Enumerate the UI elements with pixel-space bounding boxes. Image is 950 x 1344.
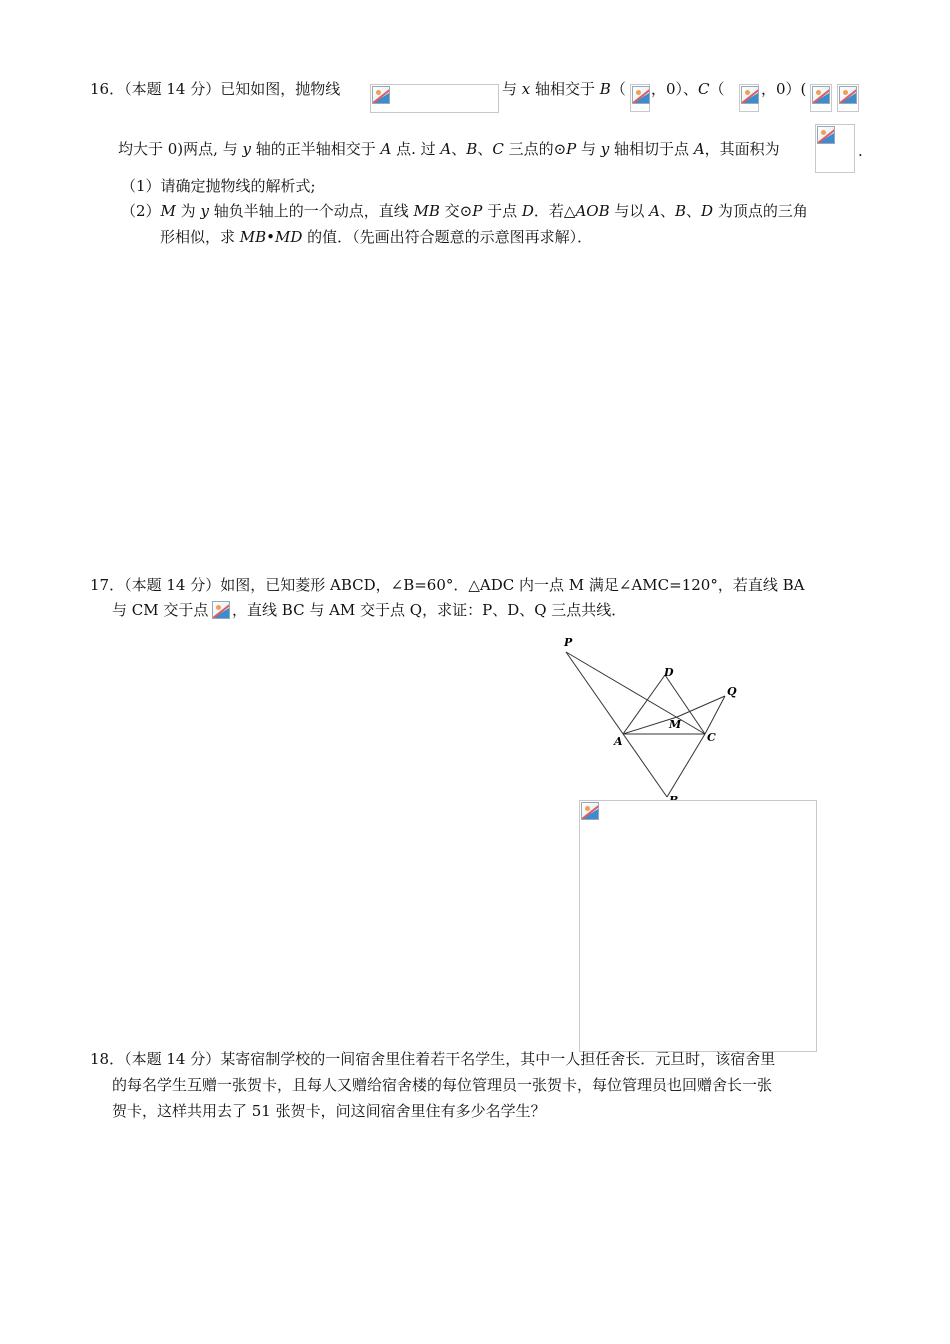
parabola-equation-image — [370, 84, 499, 113]
q16-line-2-end: . — [858, 142, 863, 160]
q16-line-1b: 与 x 轴相交于 B（ — [502, 80, 626, 98]
broken-image-icon — [817, 126, 835, 144]
broken-image-icon — [632, 86, 650, 104]
q17-line-2a: 与 CM 交于点 — [112, 601, 209, 619]
q16-line-2: 均大于 0)两点, 与 y 轴的正半轴相交于 A 点. 过 A、B、C 三点的⊙P 与 y 轴相切于点 A，其面积为 — [118, 140, 780, 158]
q16-line-1d: ，0）( — [761, 80, 807, 98]
label-p: P — [564, 636, 573, 649]
q16-number: 16． — [90, 80, 125, 98]
broken-image-icon — [212, 601, 230, 619]
broken-image-icon — [581, 802, 599, 820]
segment-m-q — [677, 696, 725, 717]
broken-image-icon — [372, 86, 390, 104]
q18-line-3: 贺卡，这样共用去了 51 张贺卡，问这间宿舍里住有多少名学生？ — [112, 1102, 546, 1120]
q18-number: 18． — [90, 1050, 125, 1068]
area-value-image — [815, 124, 855, 173]
q16-sub-2: （2）M 为 y 轴负半轴上的一个动点，直线 MB 交⊙P 于点 D．若△AOB 与以 A、B、D 为顶点的三角 — [121, 202, 808, 220]
segment-c-b — [667, 734, 705, 797]
point-b-coordinate-image — [630, 84, 650, 112]
label-a: A — [614, 735, 623, 748]
q16-line-1c: ，0）、C（ — [651, 80, 725, 98]
q16-sub-3: 形相似，求 MB•MD 的值．（先画出符合题意的示意图再求解）． — [160, 228, 593, 246]
q17-line-1: 17．（本题 14 分）如图，已知菱形 ABCD，∠B=60°．△ADC 内一点 M 满足∠AMC=120°，若直线 BA — [90, 576, 805, 594]
condition-image-1 — [810, 84, 832, 112]
q16-line-1: 16．（本题 14 分）已知如图，抛物线 — [90, 80, 341, 98]
point-p-image — [211, 600, 231, 620]
point-c-coordinate-image — [739, 84, 759, 112]
segment-a-d — [623, 675, 665, 734]
broken-image-icon — [812, 86, 830, 104]
label-q: Q — [727, 685, 737, 698]
condition-image-2 — [837, 84, 859, 112]
q18-line-2: 的每名学生互赠一张贺卡，且每人又赠给宿舍楼的每位管理员一张贺卡，每位管理员也回赠舍长一张 — [112, 1076, 773, 1094]
q18-line-1: 18．（本题 14 分）某寄宿制学校的一间宿舍里住着若干名学生，其中一人担任舍长．元旦时，该宿舍里 — [90, 1050, 776, 1068]
label-m: M — [669, 718, 682, 731]
rhombus-figure — [555, 630, 755, 810]
broken-image-icon — [741, 86, 759, 104]
q16-sub-1: （1）请确定抛物线的解析式; — [121, 177, 316, 195]
broken-image-icon — [839, 86, 857, 104]
q17-number: 17． — [90, 576, 125, 594]
label-c: C — [707, 731, 716, 744]
q17-line-2b: ，直线 BC 与 AM 交于点 Q，求证：P、D、Q 三点共线． — [232, 601, 627, 619]
figure-image-placeholder — [579, 800, 817, 1052]
segment-c-q — [705, 696, 725, 734]
label-d: D — [664, 666, 674, 679]
line-p-c — [566, 652, 705, 734]
